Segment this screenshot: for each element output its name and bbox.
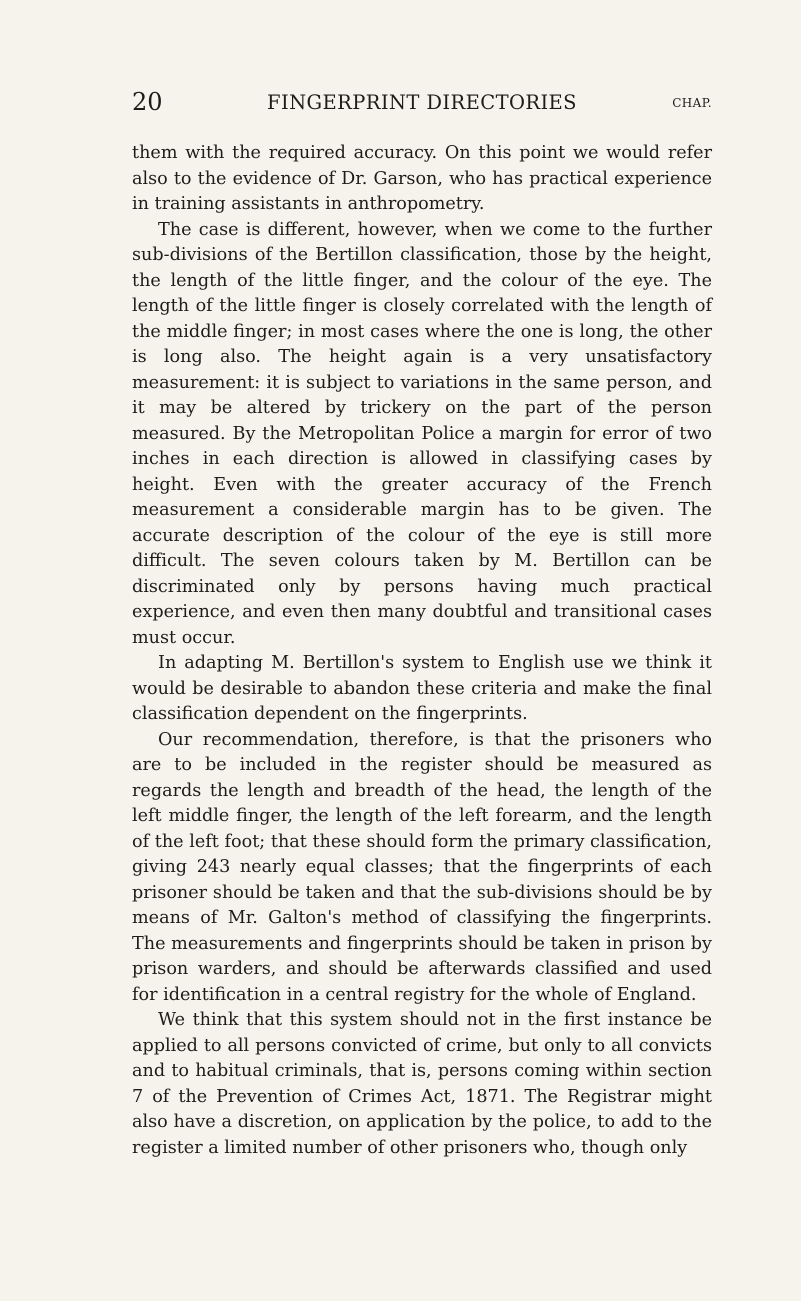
paragraph-bertillon-subdivisions: The case is different, however, when we come to the further sub-divisions of the Bertillon classification, those by the height, the length of the little finger, and the colour of the eye. The length of the little finger is closely correlated with the length of the middle finger; in most cases where the one is long, the other is long also. The height again is a very unsatisfactory measurement: it is subject to variations in the same person, and it may be altered by trickery on the part of the person measured. By the Metropolitan Police a margin for error of two inches in each direction is allowed in classifying cases by height. Even with the greater accuracy of the French measurement a considerable margin has to be given. The accurate description of the colour of the eye is still more difficult. The seven colours taken by M. Bertillon can be discriminated only by persons having much practical experience, and even then many doubtful and transitional cases must occur.	[132, 219, 712, 648]
running-header	[132, 88, 712, 122]
running-title: FINGERPRINT DIRECTORIES	[267, 91, 577, 114]
page-number: 20	[132, 88, 163, 116]
paragraph-application-scope: We think that this system should not in the first instance be applied to all persons convicted of crime, but only to all convicts and to habitual criminals, that is, persons coming within section 7 of the Prevention of Crimes Act, 1871. The Registrar might also have a discretion, on application by the police, to add to the register a limited number of other prisoners who, though only	[132, 1010, 712, 1158]
paragraph-continued: them with the required accuracy. On this point we would refer also to the evidence of Dr. Garson, who has practical experience in training assistants in anthropometry.	[132, 143, 712, 214]
chapter-abbreviation: CHAP.	[672, 96, 712, 110]
paragraph-adapting-system: In adapting M. Bertillon's system to English use we think it would be desirable to abandon these criteria and make the final classification dependent on the fingerprints.	[132, 653, 712, 724]
paragraph-recommendation: Our recommendation, therefore, is that the prisoners who are to be included in the register should be measured as regards the length and breadth of the head, the length of the left middle finger, the length of the left forearm, and the length of the left foot; that these should form the primary classification, giving 243 nearly equal classes; that the fingerprints of each prisoner should be taken and that the sub-divisions should be by means of Mr. Galton's method of classifying the fingerprints. The measurements and fingerprints should be taken in prison by prison warders, and should be afterwards classified and used for identification in a central registry for the whole of England.	[132, 729, 712, 1005]
body-text	[132, 141, 712, 1161]
